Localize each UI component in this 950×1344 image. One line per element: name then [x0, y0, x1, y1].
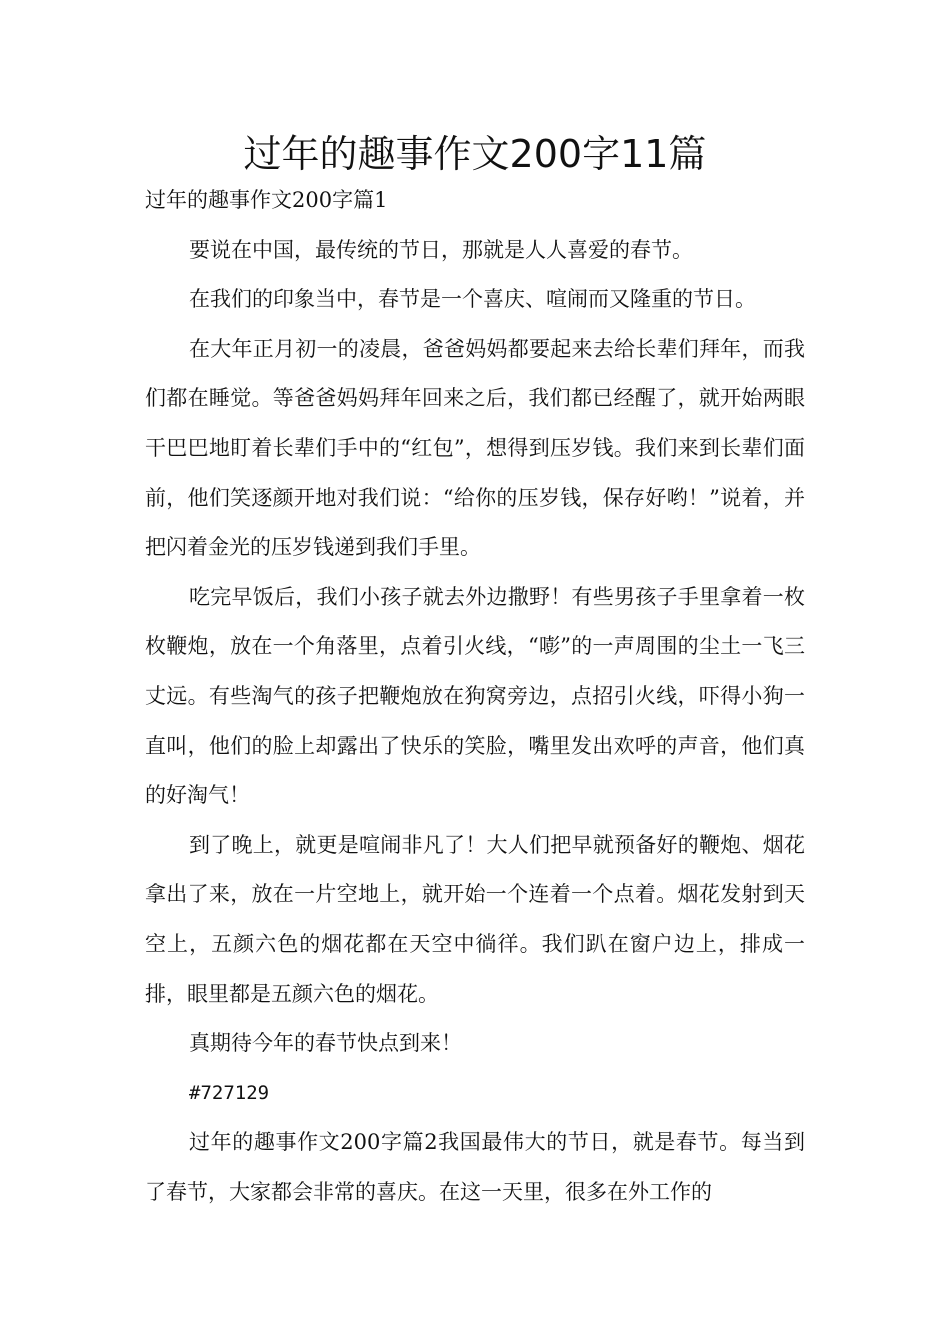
paragraph-1: 要说在中国，最传统的节日，那就是人人喜爱的春节。	[189, 237, 693, 262]
paragraph-next-section: 过年的趣事作文200字篇2我国最伟大的节日，就是春节。每当到了春节，大家都会非常的喜庆。在这一天里，很多在外工作的	[145, 1130, 805, 1204]
paragraph-5: 到了晚上，就更是喧闹非凡了！大人们把早就预备好的鞭炮、烟花拿出了来，放在一片空地上，就开始一个连着一个点着。烟花发射到天空上，五颜六色的烟花都在天空中徜徉。我们趴在窗户边上，排成一排，眼里都是五颜六色的烟花。	[145, 832, 805, 1006]
paragraph-4: 吃完早饭后，我们小孩子就去外边撒野！有些男孩子手里拿着一枚枚鞭炮，放在一个角落里，点着引火线，“嘭”的一声周围的尘土一飞三丈远。有些淘气的孩子把鞭炮放在狗窝旁边，点招引火线，吓得小狗一直叫，他们的脸上却露出了快乐的笑脸，嘴里发出欢呼的声音，他们真的好淘气！	[145, 584, 805, 808]
document-body	[145, 176, 805, 1217]
paragraph-3: 在大年正月初一的凌晨，爸爸妈妈都要起来去给长辈们拜年，而我们都在睡觉。等爸爸妈妈拜年回来之后，我们都已经醒了，就开始两眼干巴巴地盯着长辈们手中的“红包”，想得到压岁钱。我们来到长辈们面前，他们笑逐颜开地对我们说：“给你的压岁钱，保存好哟！”说着，并把闪着金光的压岁钱递到我们手里。	[145, 336, 805, 560]
section-heading: 过年的趣事作文200字篇1	[145, 188, 388, 212]
document-marker: #727129	[189, 1081, 270, 1104]
paragraph-2: 在我们的印象当中，春节是一个喜庆、喧闹而又隆重的节日。	[189, 287, 756, 312]
document-title: 过年的趣事作文200字11篇	[243, 132, 707, 176]
paragraph-6: 真期待今年的春节快点到来！	[189, 1031, 462, 1056]
